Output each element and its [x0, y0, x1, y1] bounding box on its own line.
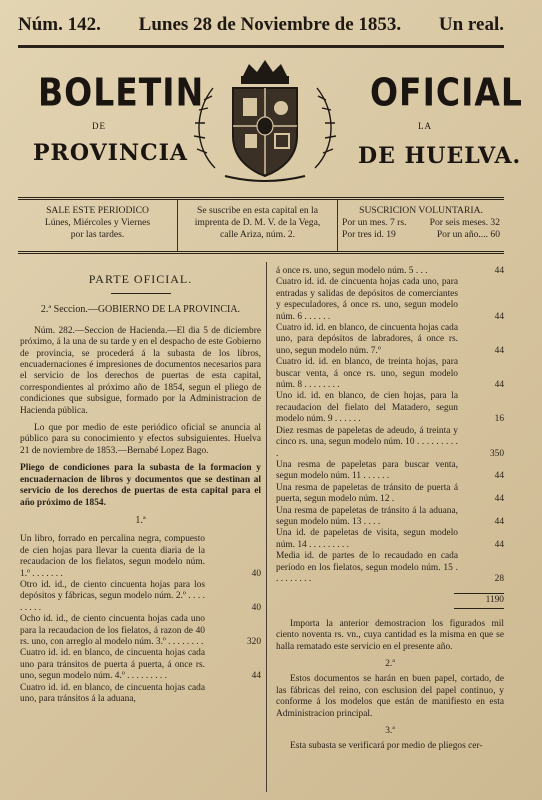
paragraph: Lo que por medio de este periódico oficial se anuncia al público para su conocimiento y efectos subsiguientes. Huelva 21 de noviembre de 1853.—Bernabé Lopez Bago.	[20, 423, 261, 456]
paragraph: Núm. 282.—Seccion de Hacienda.—El dia 5 de diciembre próximo, á la una de su tarde y en el despacho de este Gobierno de provincia, se procederá á la subasta de los libros, encuadernaciones é impresiones de documentos necesarios para el servicio de los derechos de puertas de esta capital, correspondientes al próximo año de 1854, segun el pliego de condiciones que subsigue, formado por la Administracion de Hacienda pública.	[20, 325, 261, 416]
list-item: Una resma de papeletas de tránsito á la aduana, segun modelo núm. 13 . . . . 44	[276, 505, 504, 527]
subsection-heading: 2.ª Seccion.—GOBIERNO DE LA PROVINCIA.	[40, 304, 241, 316]
list-item: Cuatro id. id. de cincuenta hojas cada uno, para entradas y salidas de depósitos de comerciantes y especuladores, á once rs. uno, segun modelo núm. 6 . . . . . . 44	[276, 277, 504, 322]
title-la: LA	[418, 121, 432, 131]
section-heading: PARTE OFICIAL.	[88, 272, 193, 286]
divider	[111, 293, 171, 294]
issue-price: Un real.	[438, 14, 504, 35]
issue-header	[18, 14, 504, 42]
subscription-address: Se suscribe en esta capital en la imprenta de D. M. V. de la Vega, calle Ariza, núm. 2.	[178, 200, 338, 251]
conditions-heading: Pliego de condiciones para la subasta de la formacion y encuadernacion de libros y documentos que se destinan al servicio de los derechos de puertas de esta capital para el año próximo de 1854.	[20, 463, 261, 508]
title-de: DE	[92, 121, 106, 131]
list-item: Una resma de papeletas para buscar venta, segun modelo núm. 11 . . . . . . 44	[276, 459, 504, 482]
paragraph: Importa la anterior demostracion los figurados mil ciento noventa rs. vn., cuya cantidad es la misma en que se halla rematado este servicio en el presente año.	[276, 618, 504, 652]
paragraph: Esta subasta se verificará por medio de pliegos cer-	[290, 741, 483, 752]
list-item: Media id. de partes de lo recaudado en cada período en los fielatos, segun modelo núm. 15 . . . . . . . . . 28	[276, 551, 504, 584]
condition-number: 2.ª	[385, 659, 395, 669]
left-column	[20, 266, 261, 705]
list-item: Cuatro id. id. en blanco, de treinta hojas, para buscar venta, á once rs. uno, segun modelo núm. 8 . . . . . . . . 44	[276, 357, 504, 391]
title-provincia: PROVINCIA	[33, 140, 188, 166]
condition-number: 3.ª	[385, 726, 395, 737]
title-oficial: OFICIAL	[370, 70, 523, 115]
list-item: Ocho id. id., de ciento cincuenta hojas cada uno para la recaudacion de los fielatos, á razon de 40 rs. uno, con arreglo al modelo núm. 3.º . . . . . . . . 320	[20, 614, 261, 647]
list-item: Un libro, forrado en percalina negra, compuesto de cien hojas para llevar la cuenta diaria de la recaudacion de los fielatos, segun modelo núm. 1.º . . . . . . . 40	[20, 534, 261, 579]
list-item: Cuatro id. id. en blanco, de cincuenta hojas cada uno, para depósitos de labradores, á once rs. uno, segun modelo núm. 7.º 44	[276, 323, 504, 356]
list-item: Diez resmas de papeletas de adeudo, á treinta y cinco rs. una, segun modelo núm. 10 . . . . . . . . . . 350	[276, 425, 504, 459]
condition-number: 1.ª	[135, 514, 146, 526]
list-item: Otro id. id., de ciento cincuenta hojas para los depósitos y fábricas, segun modelo núm. 2.º . . . . . . . . . 40	[20, 579, 261, 613]
total-amount: 1190	[454, 593, 504, 608]
list-item: Cuatro id. id. en blanco, de cincuenta hojas cada uno para tránsitos de puerta á puerta, á once rs. uno, segun modelo núm. 4.º . . . . . . . . . 44	[20, 648, 261, 682]
subscription-info	[18, 197, 504, 254]
issue-date: Lunes 28 de Noviembre de 1853.	[138, 14, 402, 35]
list-item: Una id. de papeletas de visita, segun modelo núm. 14 . . . . . . . . . 44	[276, 528, 504, 550]
column-divider	[266, 262, 267, 792]
subscription-prices: SUSCRICION VOLUNTARIA. Por un mes. 7 rs. Por seis meses. 32 Por tres id. 19 Por un año.... 60	[342, 205, 500, 240]
coat-of-arms-icon	[185, 58, 345, 188]
right-column	[276, 266, 504, 759]
list-item: á once rs. uno, segun modelo núm. 5 . . . 44	[276, 266, 504, 276]
list-item: Una resma de papeletas de tránsito de puerta á puerta, segun modelo núm. 12 . 44	[276, 482, 504, 505]
paragraph: Estos documentos se harán en buen papel, cortado, de las fábricas del reino, con esclusion del papel continuo, y conforme á los modelos que están de manifiesto en esta Administracion principal.	[276, 674, 504, 719]
title-boletin: BOLETIN	[38, 70, 205, 115]
list-item: Cuatro id. id. en blanco, de cincuenta hojas cada uno, para tránsitos á la aduana,	[20, 682, 205, 704]
header-rule	[18, 45, 504, 48]
list-item: Uno id. id. en blanco, de cien hojas, para la recaudacion del fielato del Matadero, segun modelo núm. 9 . . . . . . 16	[276, 391, 504, 425]
issue-number: Núm. 142.	[18, 14, 101, 35]
title-de-huelva: DE HUELVA.	[358, 143, 522, 169]
publication-schedule: SALE ESTE PERIODICO Lúnes, Miércoles y Viernes por las tardes.	[18, 200, 178, 251]
